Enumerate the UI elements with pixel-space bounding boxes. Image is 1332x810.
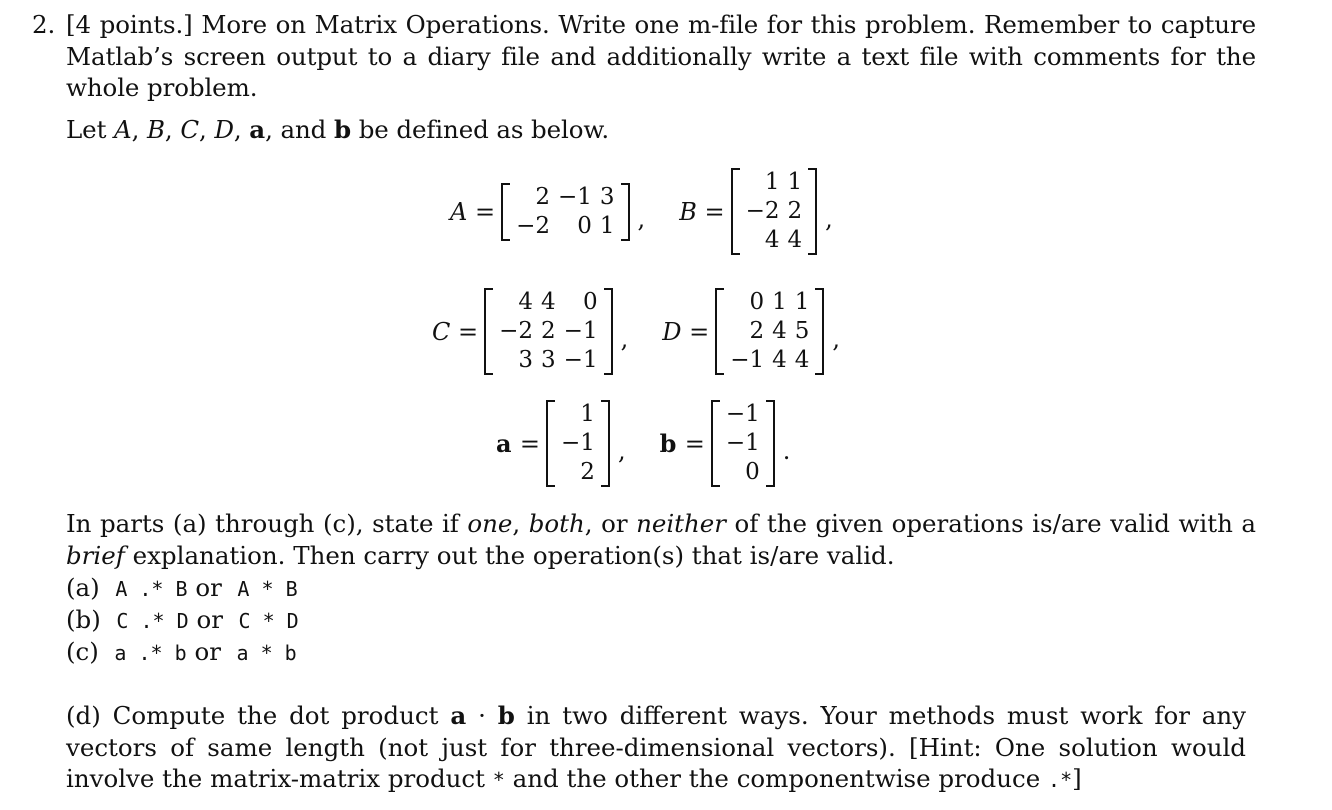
part-b: (b) C .* D or C * D bbox=[66, 605, 299, 634]
part-c: (c) a .* b or a * b bbox=[66, 637, 297, 666]
problem-points: [4 points.] bbox=[66, 10, 193, 39]
matrix-row-cd: C = 4 4 0 −2 2 −1 3 3 −1 , D = 0 1 1 2 4 5 −1 4 4 , bbox=[432, 289, 841, 373]
matrix-a: 2 −1 3 −2 0 1 bbox=[501, 183, 629, 241]
matrix-b-label: B = bbox=[679, 197, 725, 226]
matrix-c-label: C = bbox=[432, 317, 479, 346]
matrix-c: 4 4 0 −2 2 −1 3 3 −1 bbox=[484, 288, 612, 375]
intro-line: Let A, B, C, D, a, and b be defined as below. bbox=[66, 115, 610, 144]
vector-a-label: a = bbox=[496, 429, 541, 458]
vector-row-ab: a = 1 −1 2 , b = −1 −1 0 . bbox=[496, 401, 791, 485]
part-a: (a) A .* B or A * B bbox=[66, 573, 298, 602]
problem-instructions: Write one m-file for this problem. Remember to capture Matlab’s screen output to a diary file and additionally write a text file with comments for the whole problem. bbox=[66, 10, 1256, 102]
parts-intro: In parts (a) through (c), state if one, both, or neither of the given operations is/are valid with a brief explanation. Then carry out the operation(s) that is/are valid. bbox=[66, 509, 1257, 570]
vector-b: −1 −1 0 bbox=[711, 400, 775, 487]
problem-title: More on Matrix Operations. bbox=[201, 10, 550, 39]
vector-b-label: b = bbox=[659, 429, 705, 458]
problem-number: 2. bbox=[32, 10, 56, 39]
matrix-d-label: D = bbox=[662, 317, 710, 346]
matrix-row-ab: A = 2 −1 3 −2 0 1 , B = 1 1 −2 2 4 4 , bbox=[450, 169, 833, 253]
matrix-a-label: A = bbox=[450, 197, 496, 226]
problem-statement bbox=[66, 9, 1256, 104]
matrix-b: 1 1 −2 2 4 4 bbox=[731, 168, 818, 255]
vector-a: 1 −1 2 bbox=[546, 400, 610, 487]
matrix-d: 0 1 1 2 4 5 −1 4 4 bbox=[715, 288, 824, 375]
part-d: (d) Compute the dot product a · b in two different ways. Your methods must work for any vectors of same length (not just for three-dimensional vectors). [Hint: One solution would involve the matrix-matrix product * and the other the componentwise produce .*] bbox=[66, 701, 1247, 793]
